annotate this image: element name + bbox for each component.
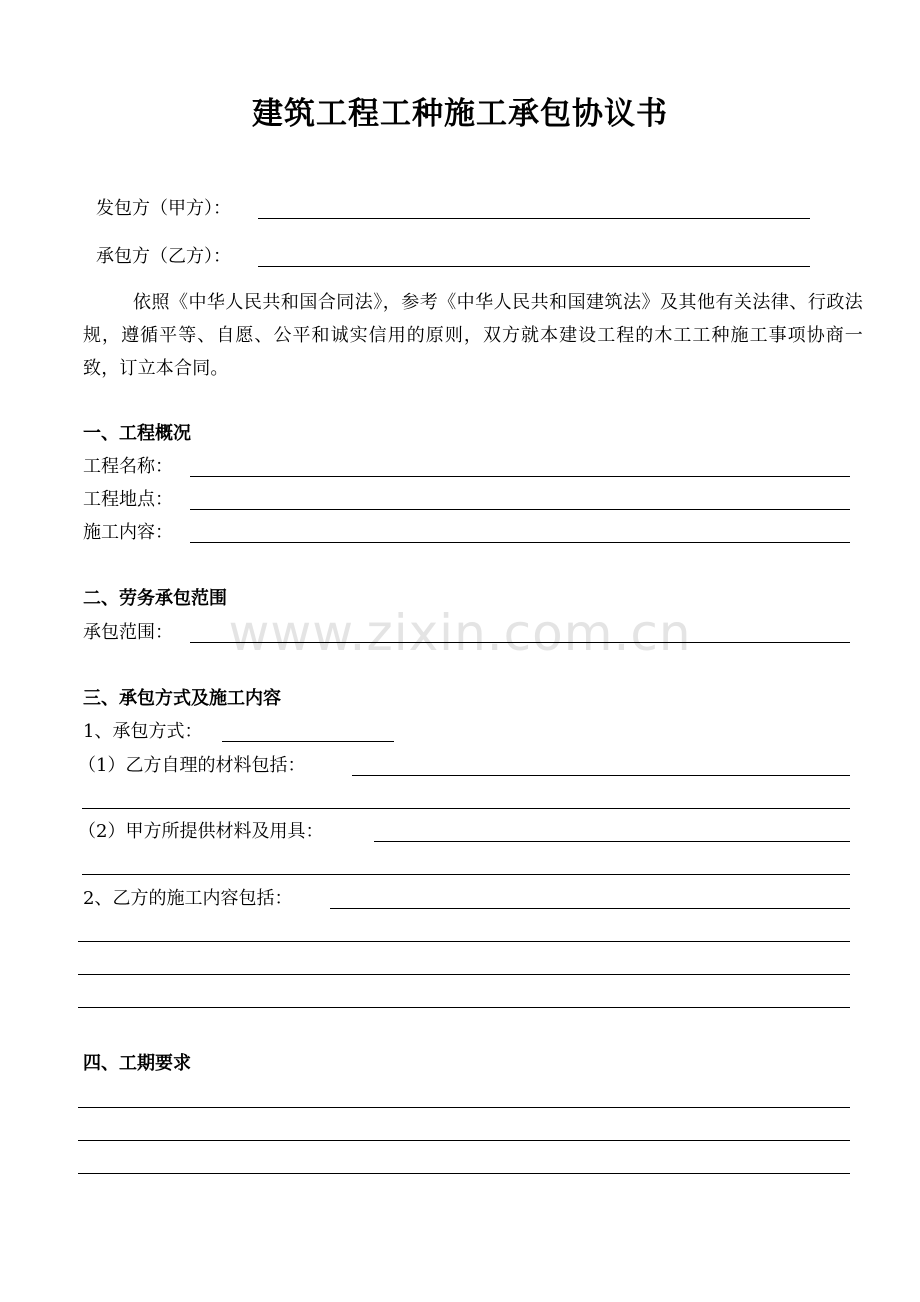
item2-field[interactable]: [374, 841, 850, 842]
item3-field-line3[interactable]: [78, 974, 850, 975]
schedule-field-line3[interactable]: [78, 1173, 850, 1174]
method-field[interactable]: [222, 741, 394, 742]
item3-label: 2、乙方的施工内容包括：: [83, 888, 293, 909]
method-label: 1、承包方式：: [83, 721, 203, 742]
item1-label: （1）乙方自理的材料包括：: [78, 755, 306, 776]
section4-heading: 四、工期要求: [83, 1053, 191, 1074]
section1-heading: 一、工程概况: [83, 423, 191, 444]
item1-field[interactable]: [352, 775, 850, 776]
party-a-label: 发包方（甲方）：: [96, 198, 231, 219]
project-name-field[interactable]: [190, 476, 850, 477]
section2-heading: 二、劳务承包范围: [83, 588, 227, 609]
party-b-label: 承包方（乙方）：: [96, 246, 231, 267]
item2-field-line2[interactable]: [82, 874, 850, 875]
watermark-text: www.zixin.com.cn: [228, 604, 692, 662]
schedule-field-line1[interactable]: [78, 1107, 850, 1108]
item3-field-line2[interactable]: [78, 941, 850, 942]
item3-field[interactable]: [330, 908, 850, 909]
party-b-field[interactable]: [258, 266, 810, 267]
party-a-field[interactable]: [258, 218, 810, 219]
schedule-field-line2[interactable]: [78, 1140, 850, 1141]
section3-heading: 三、承包方式及施工内容: [83, 688, 281, 709]
item1-field-line2[interactable]: [82, 808, 850, 809]
construction-content-label: 施工内容：: [83, 522, 173, 543]
item2-label: （2）甲方所提供材料及用具：: [78, 821, 324, 842]
item3-field-line4[interactable]: [78, 1007, 850, 1008]
scope-label: 承包范围：: [83, 622, 173, 643]
scope-field[interactable]: [190, 642, 850, 643]
construction-content-field[interactable]: [190, 542, 850, 543]
project-location-label: 工程地点：: [83, 489, 173, 510]
project-name-label: 工程名称：: [83, 456, 173, 477]
document-title: 建筑工程工种施工承包协议书: [252, 96, 668, 132]
project-location-field[interactable]: [190, 509, 850, 510]
intro-paragraph: 依照《中华人民共和国合同法》，参考《中华人民共和国建筑法》及其他有关法律、行政法规，遵循平等、自愿、公平和诚实信用的原则，双方就本建设工程的木工工种施工事项协商一致，订立本合同。: [83, 292, 863, 379]
